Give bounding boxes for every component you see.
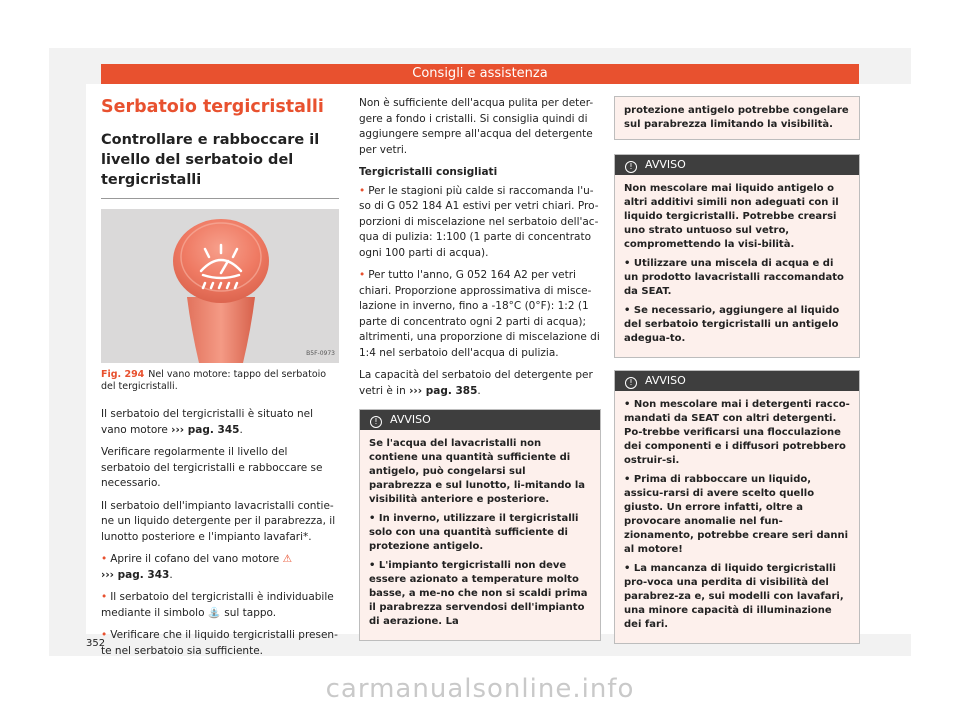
warning-info-icon: ! [625, 161, 637, 173]
section-header: Consigli e assistenza [101, 64, 859, 84]
warning-title: AVVISO [390, 413, 431, 426]
column-middle [359, 96, 601, 641]
bullet-icon: • [624, 399, 634, 410]
page-reference-link[interactable]: ››› pag. 343 [101, 568, 170, 581]
warning-box [614, 370, 860, 644]
bullet-icon: • [101, 591, 108, 603]
text: . [169, 568, 173, 581]
paragraph: Il serbatoio dell'impianto lavacristalli contie-ne un liquido detergente per il parabrezza, il lunotto posteriore e l'impianto lavafari*. [101, 499, 336, 543]
page-reference-link[interactable]: ››› pag. 385 [409, 384, 478, 397]
figure-label: Fig. 294 [101, 369, 145, 380]
figure-caption [101, 369, 339, 393]
warning-item [624, 304, 850, 346]
warning-text: Se l'acqua del lavacristalli non contiene una quantità sufficiente di antigelo, può congelarsi sul parabrezza e sul lunotto, li-mitando la visibilità anteriore e posteriore. [369, 438, 586, 505]
bullet-icon: • [624, 563, 634, 574]
warning-body [360, 430, 600, 640]
warning-header [360, 410, 600, 430]
list-item [359, 184, 601, 262]
paragraph [359, 368, 601, 399]
text: sul tappo. [220, 606, 277, 619]
warning-item [624, 257, 850, 299]
bullet-icon: • [624, 305, 634, 316]
warning-item [624, 473, 850, 557]
bullet-icon: • [101, 629, 108, 641]
warning-header [615, 371, 859, 391]
warning-item [369, 559, 591, 629]
caption-text: Nel vano motore: tappo del serbatoio del tergicristalli. [101, 369, 327, 392]
text: La mancanza di liquido tergicristalli pro-voca una perdita di visibilità del parabrez-za e, sui modelli con lavafari, una minore capacità di illuminazione dei fari. [624, 563, 844, 630]
text: La capacità del serbatoio del detergente per vetri è in [359, 369, 593, 397]
warning-box [614, 154, 860, 358]
warning-box [359, 409, 601, 641]
list-item [101, 552, 339, 583]
text: Verificare che il liquido tergicristalli presen-te nel serbatoio sia sufficiente. [101, 629, 338, 657]
warning-body [615, 391, 859, 643]
figure-reservoir-cap [101, 209, 339, 363]
list-item [101, 628, 339, 659]
paragraph [101, 407, 339, 438]
paragraph: Verificare regolarmente il livello del serbatoio del tergicristalli e rabboccare se necessario. [101, 446, 323, 489]
warning-item [624, 398, 850, 468]
warning-text: Non mescolare mai liquido antigelo o altri additivi simili non adeguati con il liquido tergicristalli. Potrebbe crearsi uno strato untuoso sul vetro, compromettendo la visi-bilità. [624, 183, 839, 250]
text: Il serbatoio del tergicristalli è situato nel vano motore [101, 408, 314, 436]
list-item [101, 590, 339, 621]
paragraph: Non è sufficiente dell'acqua pulita per deter-gere a fondo i cristalli. Si consiglia quindi di aggiungere sempre all'acqua del detergente per vetri. [359, 97, 594, 156]
reservoir-cap-illustration [101, 209, 339, 363]
text: Il serbatoio del tergicristalli è individuabile mediante il simbolo [101, 591, 334, 619]
column-left [101, 96, 339, 666]
page-number: 352 [86, 638, 106, 649]
text: Per tutto l'anno, G 052 164 A2 per vetri chiari. Proporzione approssimativa di misce-lazione in inverno, fino a -18°C (0°F): 1:2 (1 parte di concentrato ogni 2 parti di acqua); altrimenti, una proporzione di miscelazione di 1:4 nel serbatoio dell'acqua di pulizia. [359, 269, 600, 359]
text: In inverno, utilizzare il tergicristalli solo con una quantità sufficiente di protezione antigelo. [369, 513, 579, 552]
list-item [359, 268, 601, 361]
warning-info-icon: ! [370, 416, 382, 428]
washer-symbol-icon: ⛲ [207, 606, 221, 619]
bullet-icon: • [101, 553, 108, 565]
bullet-icon: • [624, 474, 634, 485]
subheading: Tergicristalli consigliati [359, 166, 498, 178]
warning-triangle-icon: ⚠ [282, 553, 293, 565]
text: Aprire il cofano del vano motore [110, 553, 283, 565]
text: . [239, 423, 243, 436]
warning-title: AVVISO [645, 158, 686, 171]
warning-body [615, 175, 859, 357]
text: Prima di rabboccare un liquido, assicu-rarsi di avere scelto quello giusto. Un errore infatti, oltre a provocare anomalie nel fun-zionamento, potrebbe creare seri danni al motore! [624, 474, 849, 555]
warning-title: AVVISO [645, 374, 686, 387]
warning-item [624, 562, 850, 632]
page-title: Serbatoio tergicristalli [101, 97, 324, 117]
bullet-icon: • [359, 269, 366, 281]
bullet-icon: • [624, 258, 634, 269]
bullet-icon: • [369, 560, 379, 571]
text: Per le stagioni più calde si raccomanda l'u-so di G 052 184 A1 estivi per vetri chiari. Pro-porzioni di miscelazione nel serbatoio dell'ac-qua di pulizia: 1:100 (1 parte di concentrato ogni 100 parti di acqua). [359, 184, 599, 259]
text: L'impianto tergicristalli non deve essere azionato a temperature molto basse, a me-no che non si scaldi prima il parabrezza servendosi dell'impianto di aerazione. La [369, 560, 588, 627]
page-reference-link[interactable]: ››› pag. 345 [171, 423, 240, 436]
text: Non mescolare mai i detergenti racco-mandati da SEAT con altri detergenti. Po-trebbe verificarsi una flocculazione dei componenti e i diffusori potrebbero ostruir-si. [624, 399, 850, 466]
column-right [614, 96, 860, 644]
figure-code: B5F-0973 [306, 349, 335, 357]
text: Utilizzare una miscela di acqua e di un prodotto lavacristalli raccomandato da SEAT. [624, 258, 844, 297]
warning-header [615, 155, 859, 175]
watermark: carmanualsonline.info [325, 674, 635, 704]
text: Se necessario, aggiungere al liquido del serbatoio tergicristalli un antigelo adegua-to. [624, 305, 840, 344]
bullet-icon: • [359, 184, 366, 197]
text: . [477, 384, 481, 397]
bullet-icon: • [369, 513, 379, 524]
warning-item [369, 512, 591, 554]
warning-info-icon: ! [625, 377, 637, 389]
warning-continuation: protezione antigelo potrebbe congelare sul parabrezza limitando la visibilità. [614, 96, 860, 140]
section-subtitle: Controllare e rabboccare il livello del serbatoio del tergicristalli [101, 130, 339, 199]
